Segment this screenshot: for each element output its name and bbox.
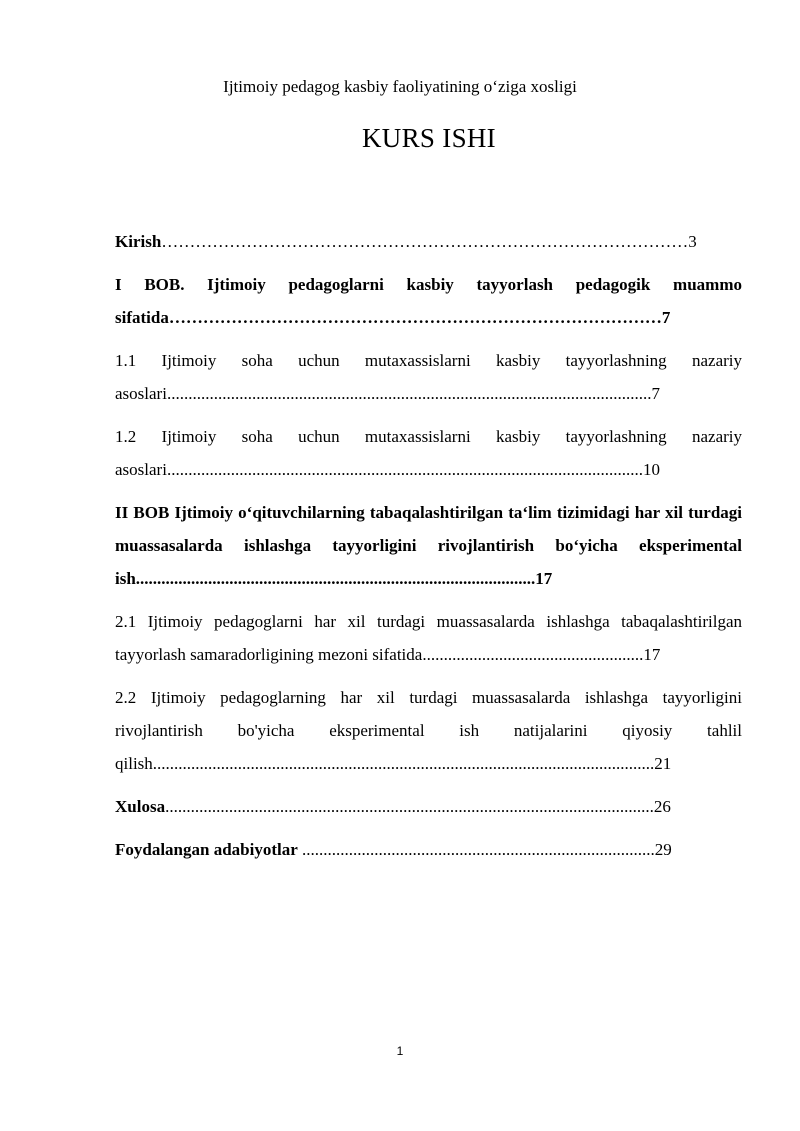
toc-entry-leader: ................................................................................................................: [166, 460, 643, 479]
toc-entry-chapter-1: [115, 268, 742, 334]
toc-entry-leader: ....................................................: [422, 645, 644, 664]
toc-entry-title: 2.1 Ijtimoiy pedagoglarni har xil turdagi muassasalarda ishlashga tabaqalashtirilgan tayyorlash samaradorligining mezoni sifatida: [115, 612, 742, 664]
toc-entry-chapter-2: [115, 496, 742, 595]
toc-entry-page: 29: [654, 840, 672, 859]
toc-entry-page: 10: [642, 460, 660, 479]
toc-entry-page: 21: [654, 754, 672, 773]
toc-entry-xulosa: [115, 790, 742, 823]
toc-entry-section-2-1: [115, 605, 742, 671]
toc-entry-section-1-2: [115, 420, 742, 486]
toc-entry-page: 7: [661, 308, 671, 327]
toc-entry-kirish: [115, 225, 742, 258]
toc-entry-title: Xulosa: [115, 797, 166, 816]
toc-entry-leader: ...................................................................................: [297, 840, 655, 859]
toc-entry-page: 7: [651, 384, 660, 403]
toc-entry-leader: …………………………………………………………………………………: [161, 232, 689, 251]
toc-entry-leader: ..............................................................................................: [135, 569, 536, 588]
toc-entry-page: 3: [688, 232, 697, 251]
toc-entry-leader: ...................................................................................................................: [165, 797, 654, 816]
toc-entry-title: I BOB. Ijtimoiy pedagoglarni kasbiy tayyorlash pedagogik muammo sifatida: [115, 275, 742, 327]
toc-entry-title: II BOB Ijtimoiy o‘qituvchilarning tabaqalashtirilgan ta‘lim tizimidagi har xil turdagi muassasalarda ishlashga tayyorligini rivojlantirish bo‘yicha eksperimental ish: [115, 503, 742, 588]
toc-entry-leader: ……………………………………………………………………………: [168, 308, 662, 327]
toc-entry-title: 1.2 Ijtimoiy soha uchun mutaxassislarni kasbiy tayyorlashning nazariy asoslari: [115, 427, 742, 479]
toc-entry-references: [115, 833, 742, 866]
toc-entry-page: 17: [535, 569, 553, 588]
toc-entry-title: Kirish: [115, 232, 162, 251]
toc-entry-title: 1.1 Ijtimoiy soha uchun mutaxassislarni kasbiy tayyorlashning nazariy asoslari: [115, 351, 742, 403]
document-subtitle: Ijtimoiy pedagog kasbiy faoliyatining o‘ziga xosligi: [223, 77, 577, 96]
toc-entry-title: 2.2 Ijtimoiy pedagoglarning har xil turdagi muassasalarda ishlashga tayyorligini rivojlantirish bo'yicha eksperimental ish natijalarini qiyosiy tahlil qilish: [115, 688, 742, 773]
document-title: KURS ISHI: [362, 123, 496, 153]
toc-entry-leader: ..................................................................................................................: [166, 384, 652, 403]
table-of-contents: [115, 225, 742, 876]
toc-entry-leader: ......................................................................................................................: [152, 754, 655, 773]
toc-entry-title: Foydalangan adabiyotlar: [115, 840, 298, 859]
toc-entry-page: 26: [653, 797, 671, 816]
toc-entry-page: 17: [643, 645, 661, 664]
toc-entry-section-2-2: [115, 681, 742, 780]
toc-entry-section-1-1: [115, 344, 742, 410]
page-number: 1: [396, 1044, 404, 1058]
